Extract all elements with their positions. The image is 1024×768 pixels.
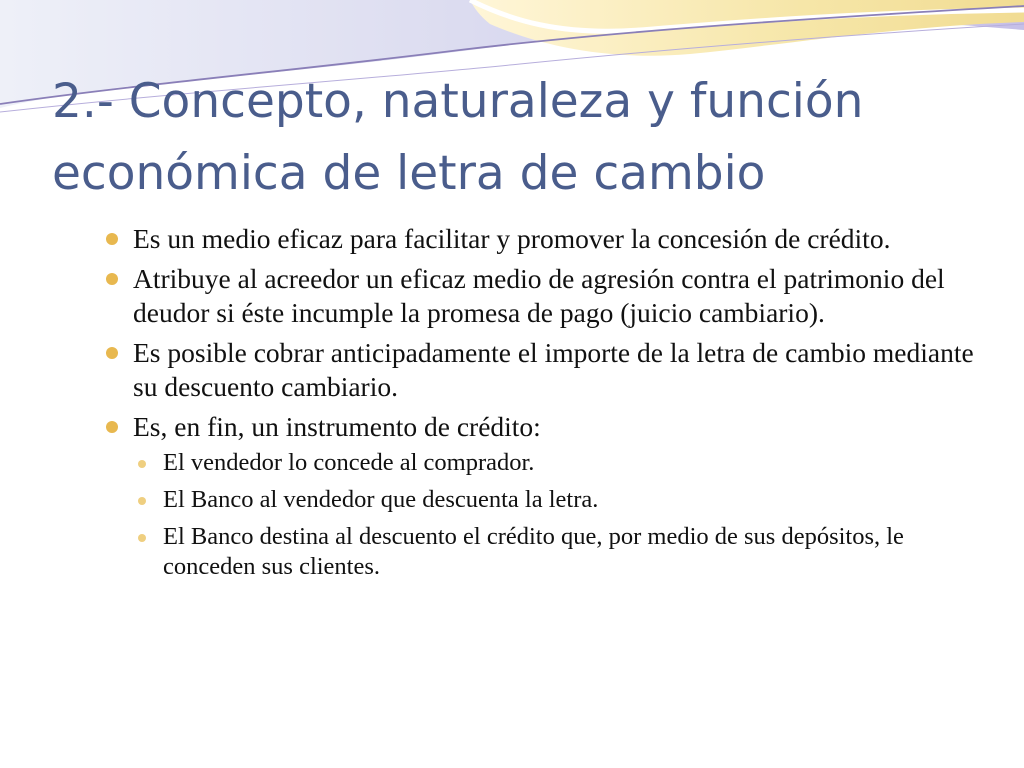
sub-bullet-dot-icon	[138, 497, 146, 505]
bullet-text: Es posible cobrar anticipadamente el importe de la letra de cambio mediante su descuento cambiario.	[133, 337, 974, 402]
bullet-text: Es un medio eficaz para facilitar y promover la concesión de crédito.	[133, 223, 891, 254]
bullet-item	[104, 262, 984, 330]
sub-bullet-item	[133, 522, 984, 582]
sub-bullet-list	[133, 448, 984, 582]
sub-bullet-dot-icon	[138, 534, 146, 542]
sub-bullet-text: El Banco al vendedor que descuenta la letra.	[163, 486, 599, 513]
sub-bullet-item	[133, 448, 984, 478]
sub-bullet-text: El vendedor lo concede al comprador.	[163, 449, 535, 476]
bullet-text: Atribuye al acreedor un eficaz medio de agresión contra el patrimonio del deudor si éste incumple la promesa de pago (juicio cambiario).	[133, 263, 945, 328]
slide-title: 2.- Concepto, naturaleza y función económica de letra de cambio	[52, 74, 864, 201]
bullet-item	[104, 336, 984, 404]
bullet-dot-icon	[106, 421, 118, 433]
bullet-item	[104, 222, 984, 256]
bullet-dot-icon	[106, 233, 118, 245]
sub-bullet-item	[133, 485, 984, 515]
sub-bullet-dot-icon	[138, 460, 146, 468]
bullet-dot-icon	[106, 273, 118, 285]
bullet-text: Es, en fin, un instrumento de crédito:	[133, 411, 541, 442]
sub-bullet-text: El Banco destina al descuento el crédito que, por medio de sus depósitos, le conceden sus clientes.	[163, 523, 904, 580]
slide-content	[104, 222, 984, 589]
bullet-dot-icon	[106, 347, 118, 359]
bullet-item	[104, 410, 984, 582]
bullet-list	[104, 222, 984, 582]
